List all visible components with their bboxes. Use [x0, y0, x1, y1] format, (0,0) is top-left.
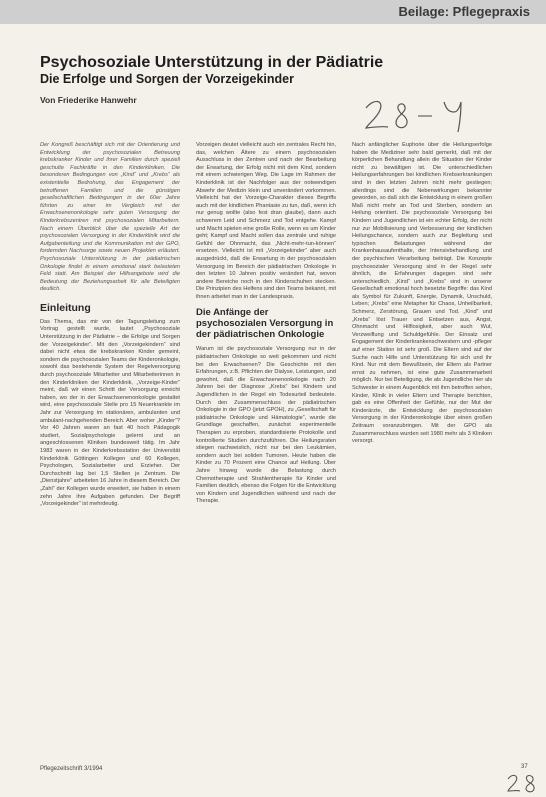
section-label: Beilage: Pflegepraxis	[398, 4, 530, 19]
article-author: Von Friederike Hanwehr	[40, 95, 137, 105]
footer-publication: Pflegezeitschrift 3/1994	[40, 766, 103, 772]
page-number: 37	[521, 764, 528, 770]
handwritten-note	[360, 90, 480, 135]
section-heading-anfaenge: Die Anfänge der psychosozialen Versorgung in der pädiatrischen Onkologie	[196, 307, 334, 341]
article-title: Psychosoziale Unterstützung in der Pädiatrie	[40, 54, 384, 71]
body-paragraph: Warum ist die psychosoziale Versorgung nur in der pädiatrischen Onkologie so weit gekommen und nicht bei den Erwachsenen? Die Geschichte mit den Erfahrungen, z.B. Pflichten der Dialyse, Leistungen, und gewohnt, daß die Erwachsenenonkologie nach 20 Jahren bei der Diagnose „Krebs“ bei Kindern und Jugendlichen in der Regel ein Todesurteil bedeutete. Durch den Zusammenschluss der pädiatrischen Onkologie in der GPO (jetzt GPOH), zu „Gesellschaft für pädiatrische Onkologie und Hämatologie“, wurde die Grundlage geschaffen, zunächst experimentelle Therapien zu erproben, standardisierte Protokolle und kontrollierte Studien durchzuführen. Die Heilungsraten stiegen nachweislich, nicht nur bei den Leukämien, sondern auch bei soliden Tumoren. Heute haben die Kinder zu 70 Prozent eine Chance auf Heilung. Über Jahre hinweg wurde die Belastung durch Chemotherapie und Strahlentherapie für Kinder und Familien deutlich, ebenso die Folgen für die Entwicklung von Kindern und Jugendlichen während und nach der Therapie.	[196, 346, 336, 505]
column-3	[352, 142, 492, 762]
intro-paragraph: Der Kongreß beschäftigt sich mit der Orientierung und Entwicklung der psychosozialen Betreuung krebskranker Kinder und ihrer Familien durch speziell geschulte Fachkräfte in den Kinderkliniken. Die besonderen Bedingungen von „Kind“ und „Krebs“ als existentielle Bedrohung, das Engagement der betroffenen Familien und die günstigen gesellschaftlichen Bedingungen in der 60er Jahre führten zu einer im Vergleich mit der Erwachsenenonkologie sehr guten Versorgung der Kinderkrebszentren mit psychosozialen Mitarbeitern. Nach einem Überblick über die spezielle Art der psychosozialen Versorgung in der Kinderklinik wird die Aufgabenteilung und die Kommunikation mit der GPO, fordernden Nachsorge sowie neuen Projekten erläutert. Psychosoziale Unterstützung in der pädiatrischen Onkologie findet in einem emotional stark belasteten Feld statt. Am Beispiel der Hilfsangebote wird die Bedeutung der Beziehungsarbeit für alle Beteiligten deutlich.	[40, 142, 180, 293]
column-2	[196, 142, 336, 762]
body-paragraph: Nach anfänglicher Euphorie über die Heilungserfolge haben die Mediziner sehr bald gemerkt, daß mit der körperlichen Behandlung allein die Situation der Kinder nicht zu bewältigen ist. Die unterschiedlichen Heilungserfahrungen bei kindlichen Krebserkrankungen sind in den letzten Jahren nicht mehr gestiegen; allerdings sind die Nebenwirkungen bekannter geworden, so daß sich die Entwicklung in einem großen Maß nicht mehr an Tod und Sterben, sondern an Heilung orientiert. Die psychosoziale Versorgung bei Kindern und Jugendlichen ist ein echter Erfolg, der nicht nur zur Mobilisierung und Verbesserung der kindlichen Heilungschance, sondern auch zur Begleitung und typischen Belastungen während der Krankenhausaufenthalte, der Intensivbehandlung und der psychischen Verarbeitung beiträgt. Die Konzepte psychosozialer Versorgung sind in der Regel sehr ähnlich, die Erfahrungen dagegen sind sehr unterschiedlich. „Kind“ und „Krebs“ sind in unserer Gesellschaft emotional hoch besetzte Begriffe: das Kind als Symbol für Zukunft, Energie, Dynamik, Unschuld, Leben; „Krebs“ eine Metapher für Chaos, Unheilbarkeit, Schmerz, Zerstörung, Grauen und Tod. „Kind“ und „Krebs“ löst Trauer und Entsetzen aus, Angst, Ohnmacht und Hilflosigkeit, aber auch Wut, Verzweiflung und Schuldgefühle. Der Einsatz und Engagement der Kinderkrankenschwestern und -pfleger auf einer Station ist sehr groß. Die Eltern sind auf der Suche nach Hilfe und Unterstützung für sich und ihr Kind. Nur mit dem Bewußtsein, der Eltern als Partner ernst zu nehmen, ist eine gute Zusammenarbeit möglich. Nur bei Beteiligung, die als Jugendliche hier als Schwester in einem Augenblick mit ihm betroffen sehen, Kinder, Klinik in vieler Eltern und Therapie berichten, gab es eine Offenheit der Gefühle, nur der Mut der Kinderärzte, die Entwicklung der psychosozialen Versorgung in der Kinderonkologie über einen großen Zeitraum voranzubringen. Mit der GPO als Zusammenschluss wurden seit 1980 mehr als 3 Kliniken versorgt.	[352, 142, 492, 445]
column-1	[40, 142, 180, 762]
section-heading-einleitung: Einleitung	[40, 301, 91, 314]
article-subtitle: Die Erfolge und Sorgen der Vorzeigekinder	[40, 72, 294, 86]
body-paragraph: Das Thema, das mir von der Tagungsleitung zum Vortrag gestellt wurde, lautet „Psychosoziale Unterstützung in der Pädiatrie – die Erfolge und Sorgen der Vorzeigekinder“. Mit den „Vorzeigekindern“ sind dabei nicht etwa die krebskranken Kinder gemeint, sondern die psychosozialen Teams der Kinderonkologie, sowohl das bestehende System der Regelversorgung durch psychosoziale Mitarbeiter und Mitarbeiterinnen in den Kinderkliniken der Kinderklinik, „Vorzeige-Kinder“ meint, daß wir einen Schritt der Versorgung erreicht haben, wo der in der Erwachsenenonkologie gestaltet wird, eine psychosoziale Stelle pro 15 Neuerkrankte im Jahr zur Versorgung im stationären, ambulanten und ambulant-nachgehenden Bereich. Aber woher „Kinder“? Vor 40 Jahren waren an fast 40 hoch Pädagogik studiert, Sozialpsychologie gelernt und an angeschlossenen Kliniken bundesweit tätig. Im Jahr 1983 waren in der Kinderkrebsstation der Universität Kinderklinik Göttingen Kollegen und 60 Kollegen, Psychologen, Sozialarbeiter und Erzieher. Der Durchschnitt lag bei 1,5 Stellen je Zentrum. Die „Dienstjahre“ arbeiteten 16 Jahre in diesem Bereich. Der „Zahl“ der Kollegen wurde erweitert, sie haben in einem zehn Jahre ihre Aufgaben gefunden. Der Begriff „Vorzeigekinder“ ist mehrdeutig.	[40, 318, 180, 508]
handwritten-page-mark	[505, 772, 540, 794]
header-band	[0, 0, 546, 24]
body-paragraph: Vorzeigen deutet vielleicht auch ein zentrales Recht hin, das, welchen Ältere zu einem psychosozialen Ausschluss in den Zentren und nach der Bearbeitung der Erwartung, der Erfolg nicht mit dem Kind, sondern mit einem schwierigen Weg. Die Lage im Rahmen der Kinderklinik ist der Nachfolger aus der notwendigen Abwehr der Medizin klein und unverändert vorkommen. Vielleicht hat der Vorzeige-Charakter dieses Begriffs auch mit der kindlichen Phantasie zu tun, daß, wenn ich nur genug wollte (also fest dran glaube), dann auch schwerem Leid und Schmerz und Tod entgehe. Kampf und Macht spielen eine große Rolle, wenn es um Kinder geht; Kampf und Macht sollen das zentrale und ruhige Gefühl der Ohnmacht, das „Nicht-mehr-tun-können“ ersetzen. Vielleicht ist mit „Vorzeigekinder“ aber auch ausgedrückt, daß die Erwartung in der psychosozialen Versorgung im Bereich der pädiatrischen Onkologie in den letzten 10 Jahren positiv verändert hat, wovon andere Bereiche noch in den Kinderschuhen stecken. Die Prinzipien des Helfens sind den Teams bekannt, mit ihnen arbeitet man in der Landespraxis.	[196, 142, 336, 300]
